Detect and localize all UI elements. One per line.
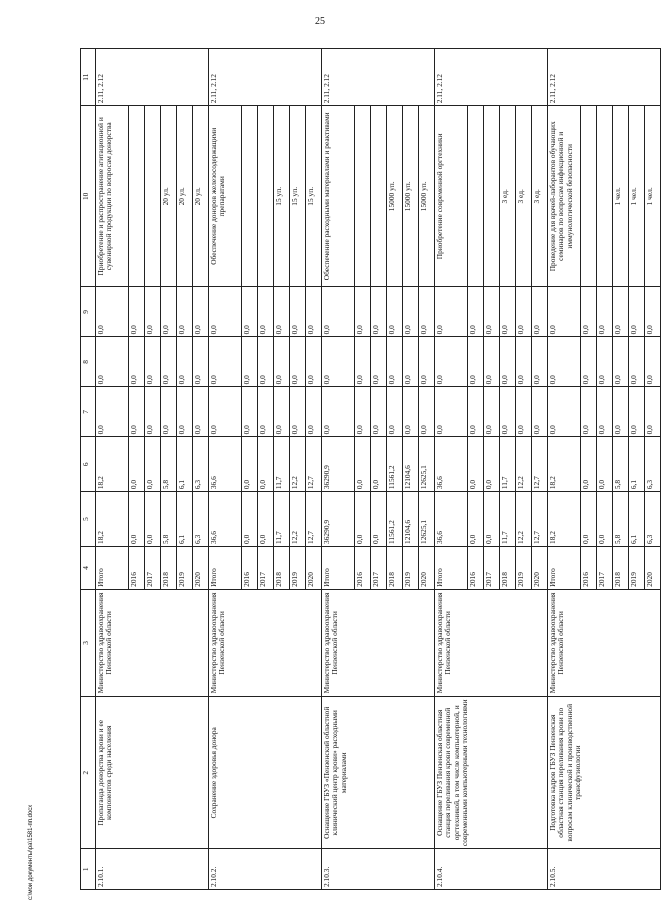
total-value: 0,0 — [322, 287, 355, 337]
indicator-value: 20 ул. — [161, 106, 177, 287]
value-cell: 0,0 — [306, 387, 322, 437]
indicator-value — [581, 106, 597, 287]
footer-file-path: c:\мои документы\ра\1581-пп.docx — [28, 804, 34, 900]
col-header: 6 — [81, 437, 96, 492]
indicator-text: Проведение для врачей-лаборантов обучающих семинаров по вопросам инфекционной и иммунологической безопасности — [548, 106, 581, 287]
total-value: 0,0 — [435, 287, 468, 337]
value-cell: 0,0 — [242, 387, 258, 437]
total-value: 36,6 — [435, 437, 468, 492]
value-cell: 0,0 — [484, 492, 500, 547]
total-value: 0,0 — [209, 287, 242, 337]
value-cell: 6,3 — [193, 492, 209, 547]
value-cell: 12104,6 — [403, 437, 419, 492]
reference: 2.11, 2.12 — [209, 49, 322, 106]
value-cell: 0,0 — [371, 387, 387, 437]
value-cell: 12,7 — [532, 437, 548, 492]
year-cell: 2020 — [645, 546, 661, 589]
total-value: 36,6 — [435, 492, 468, 547]
value-cell: 0,0 — [500, 387, 516, 437]
col-header: 9 — [81, 287, 96, 337]
value-cell: 0,0 — [516, 287, 532, 337]
value-cell: 0,0 — [258, 337, 274, 387]
value-cell: 0,0 — [129, 387, 145, 437]
value-cell: 6,3 — [645, 437, 661, 492]
value-cell: 0,0 — [387, 387, 403, 437]
total-value: 0,0 — [209, 337, 242, 387]
indicator-value — [129, 106, 145, 287]
year-cell: 2016 — [581, 546, 597, 589]
value-cell: 0,0 — [145, 287, 161, 337]
value-cell: 0,0 — [500, 287, 516, 337]
indicator-value: 15 уп. — [290, 106, 306, 287]
value-cell: 11,7 — [500, 437, 516, 492]
executor: Министерство здравоохранения Пензенской области — [96, 589, 209, 696]
value-cell: 0,0 — [597, 387, 613, 437]
executor: Министерство здравоохранения Пензенской области — [435, 589, 548, 696]
value-cell: 0,0 — [129, 337, 145, 387]
value-cell: 0,0 — [645, 337, 661, 387]
value-cell: 0,0 — [468, 387, 484, 437]
value-cell: 0,0 — [274, 387, 290, 437]
year-cell: 2019 — [629, 546, 645, 589]
value-cell: 0,0 — [242, 492, 258, 547]
value-cell: 5,8 — [161, 437, 177, 492]
value-cell: 0,0 — [145, 437, 161, 492]
executor: Министерство здравоохранения Пензенской области — [209, 589, 322, 696]
value-cell: 6,3 — [193, 437, 209, 492]
table-row — [548, 49, 581, 890]
value-cell: 12,7 — [532, 492, 548, 547]
total-value: 0,0 — [96, 337, 129, 387]
value-cell: 0,0 — [274, 287, 290, 337]
year-cell: 2016 — [468, 546, 484, 589]
total-value: 36,6 — [209, 492, 242, 547]
table-row — [209, 49, 242, 890]
measure-title: Оснащение ГБУЗ «Пензенский областной клинический центр крови» расходными материалами — [322, 697, 435, 849]
measure-title: Сохранение здоровья донора — [209, 697, 322, 849]
value-cell: 0,0 — [597, 437, 613, 492]
indicator-value: 20 ул. — [177, 106, 193, 287]
col-header: 11 — [81, 49, 96, 106]
indicator-value — [145, 106, 161, 287]
year-cell: 2020 — [193, 546, 209, 589]
value-cell: 0,0 — [290, 387, 306, 437]
indicator-text: Приобретение современной оргтехники — [435, 106, 468, 287]
indicator-value: 3 ед. — [516, 106, 532, 287]
value-cell: 0,0 — [484, 437, 500, 492]
value-cell: 11,7 — [274, 492, 290, 547]
indicator-value: 15000 уп. — [387, 106, 403, 287]
col-header: 5 — [81, 492, 96, 547]
year-cell: 2018 — [613, 546, 629, 589]
total-value: 18,2 — [548, 437, 581, 492]
indicator-value — [484, 106, 500, 287]
value-cell: 0,0 — [484, 387, 500, 437]
table-row — [96, 49, 129, 890]
value-cell: 5,8 — [613, 492, 629, 547]
value-cell: 0,0 — [387, 287, 403, 337]
indicator-value — [597, 106, 613, 287]
value-cell: 0,0 — [468, 337, 484, 387]
indicator-value: 15000 уп. — [403, 106, 419, 287]
year-cell: 2020 — [419, 546, 435, 589]
value-cell: 12,2 — [290, 492, 306, 547]
value-cell: 0,0 — [355, 337, 371, 387]
row-number: 2.10.4. — [435, 849, 548, 890]
indicator-value — [355, 106, 371, 287]
total-label: Итого — [209, 546, 242, 589]
col-header: 3 — [81, 589, 96, 696]
total-value: 36290,9 — [322, 437, 355, 492]
value-cell: 0,0 — [484, 337, 500, 387]
year-cell: 2016 — [242, 546, 258, 589]
value-cell: 0,0 — [355, 287, 371, 337]
col-header: 10 — [81, 106, 96, 287]
col-header: 4 — [81, 546, 96, 589]
table-row — [322, 49, 355, 890]
value-cell: 0,0 — [387, 337, 403, 387]
year-cell: 2016 — [355, 546, 371, 589]
year-cell: 2017 — [145, 546, 161, 589]
value-cell: 12,7 — [306, 492, 322, 547]
indicator-value: 15 уп. — [306, 106, 322, 287]
value-cell: 11561,2 — [387, 437, 403, 492]
year-cell: 2019 — [290, 546, 306, 589]
indicator-value — [468, 106, 484, 287]
value-cell: 0,0 — [629, 337, 645, 387]
value-cell: 0,0 — [290, 287, 306, 337]
value-cell: 0,0 — [403, 387, 419, 437]
indicator-text: Обеспечение доноров железосодержащими препаратами — [209, 106, 242, 287]
value-cell: 0,0 — [403, 287, 419, 337]
value-cell: 0,0 — [145, 337, 161, 387]
reference: 2.11, 2.12 — [435, 49, 548, 106]
value-cell: 0,0 — [597, 287, 613, 337]
total-value: 0,0 — [322, 337, 355, 387]
total-value: 36,6 — [209, 437, 242, 492]
reference: 2.11, 2.12 — [548, 49, 661, 106]
value-cell: 0,0 — [242, 287, 258, 337]
value-cell: 0,0 — [161, 287, 177, 337]
value-cell: 0,0 — [161, 337, 177, 387]
value-cell: 6,1 — [629, 492, 645, 547]
indicator-value: 3 ед. — [532, 106, 548, 287]
row-number: 2.10.2. — [209, 849, 322, 890]
value-cell: 0,0 — [516, 337, 532, 387]
row-number: 2.10.1. — [96, 849, 209, 890]
indicator-text: Приобретение и распространение агитационной и сувенирной продукции по вопросам донорства — [96, 106, 129, 287]
value-cell: 11561,2 — [387, 492, 403, 547]
year-cell: 2019 — [177, 546, 193, 589]
total-value: 0,0 — [435, 387, 468, 437]
total-value: 0,0 — [96, 387, 129, 437]
total-label: Итого — [548, 546, 581, 589]
value-cell: 0,0 — [581, 492, 597, 547]
indicator-value: 1 чел. — [629, 106, 645, 287]
value-cell: 11,7 — [500, 492, 516, 547]
table-wrapper — [80, 48, 654, 890]
total-value: 36290,9 — [322, 492, 355, 547]
measure-title: Подготовка кадров ГБУЗ Пензенская областная станция переливания крови по вопросам клинической и производственной трансфузиологии — [548, 697, 661, 849]
col-header: 8 — [81, 337, 96, 387]
year-cell: 2020 — [532, 546, 548, 589]
col-header: 2 — [81, 697, 96, 849]
value-cell: 0,0 — [145, 492, 161, 547]
measure-title: Оснащение ГБУЗ Пензенская областная станция переливания крови современной оргтехникой, в том числе компьютерной, и современными компьютерными технологиями — [435, 697, 548, 849]
year-cell: 2017 — [484, 546, 500, 589]
value-cell: 0,0 — [581, 387, 597, 437]
value-cell: 0,0 — [419, 387, 435, 437]
value-cell: 0,0 — [355, 437, 371, 492]
value-cell: 12,2 — [516, 492, 532, 547]
value-cell: 0,0 — [532, 387, 548, 437]
total-value: 0,0 — [209, 387, 242, 437]
year-cell: 2018 — [161, 546, 177, 589]
value-cell: 0,0 — [581, 437, 597, 492]
value-cell: 0,0 — [242, 337, 258, 387]
value-cell: 0,0 — [145, 387, 161, 437]
col-header: 7 — [81, 387, 96, 437]
value-cell: 0,0 — [161, 387, 177, 437]
total-label: Итого — [322, 546, 355, 589]
total-label: Итого — [96, 546, 129, 589]
year-cell: 2018 — [387, 546, 403, 589]
reference: 2.11, 2.12 — [96, 49, 209, 106]
value-cell: 0,0 — [629, 287, 645, 337]
value-cell: 0,0 — [371, 492, 387, 547]
value-cell: 0,0 — [613, 387, 629, 437]
value-cell: 6,1 — [629, 437, 645, 492]
value-cell: 0,0 — [613, 287, 629, 337]
total-value: 0,0 — [96, 287, 129, 337]
year-cell: 2019 — [403, 546, 419, 589]
year-cell: 2017 — [597, 546, 613, 589]
value-cell: 0,0 — [419, 287, 435, 337]
value-cell: 0,0 — [468, 437, 484, 492]
total-value: 0,0 — [322, 387, 355, 437]
value-cell: 0,0 — [177, 337, 193, 387]
value-cell: 0,0 — [290, 337, 306, 387]
value-cell: 0,0 — [306, 337, 322, 387]
indicator-value: 15000 уп. — [419, 106, 435, 287]
value-cell: 0,0 — [193, 387, 209, 437]
value-cell: 0,0 — [468, 287, 484, 337]
value-cell: 0,0 — [129, 287, 145, 337]
value-cell: 0,0 — [258, 287, 274, 337]
page-number: 25 — [315, 16, 325, 27]
value-cell: 0,0 — [129, 492, 145, 547]
value-cell: 0,0 — [597, 492, 613, 547]
program-table — [80, 48, 661, 890]
value-cell: 5,8 — [613, 437, 629, 492]
value-cell: 0,0 — [258, 437, 274, 492]
year-cell: 2018 — [500, 546, 516, 589]
year-cell: 2018 — [274, 546, 290, 589]
row-number: 2.10.3. — [322, 849, 435, 890]
measure-title: Пропаганда донорства крови и ее компонентов среди населения — [96, 697, 209, 849]
value-cell: 0,0 — [355, 492, 371, 547]
indicator-value: 1 чел. — [613, 106, 629, 287]
total-label: Итого — [435, 546, 468, 589]
value-cell: 12625,1 — [419, 492, 435, 547]
value-cell: 0,0 — [355, 387, 371, 437]
value-cell: 0,0 — [403, 337, 419, 387]
indicator-value — [242, 106, 258, 287]
header-row — [81, 49, 96, 890]
total-value: 18,2 — [548, 492, 581, 547]
value-cell: 6,1 — [177, 437, 193, 492]
value-cell: 0,0 — [581, 287, 597, 337]
value-cell: 0,0 — [581, 337, 597, 387]
total-value: 0,0 — [548, 287, 581, 337]
year-cell: 2019 — [516, 546, 532, 589]
value-cell: 0,0 — [258, 387, 274, 437]
value-cell: 12,2 — [516, 437, 532, 492]
rotated-page — [80, 48, 654, 890]
value-cell: 0,0 — [193, 337, 209, 387]
value-cell: 0,0 — [532, 337, 548, 387]
value-cell: 0,0 — [177, 287, 193, 337]
value-cell: 0,0 — [419, 337, 435, 387]
value-cell: 0,0 — [516, 387, 532, 437]
indicator-value: 3 ед. — [500, 106, 516, 287]
executor: Министерство здравоохранения Пензенской области — [548, 589, 661, 696]
total-value: 18,2 — [96, 437, 129, 492]
indicator-value: 15 уп. — [274, 106, 290, 287]
value-cell: 0,0 — [468, 492, 484, 547]
value-cell: 0,0 — [597, 337, 613, 387]
indicator-value — [371, 106, 387, 287]
value-cell: 0,0 — [371, 437, 387, 492]
value-cell: 0,0 — [258, 492, 274, 547]
value-cell: 0,0 — [532, 287, 548, 337]
indicator-value: 20 ул. — [193, 106, 209, 287]
value-cell: 0,0 — [645, 287, 661, 337]
value-cell: 12,2 — [290, 437, 306, 492]
footer-path-wrapper — [28, 790, 44, 900]
value-cell: 0,0 — [371, 287, 387, 337]
value-cell: 0,0 — [371, 337, 387, 387]
value-cell: 12104,6 — [403, 492, 419, 547]
total-value: 18,2 — [96, 492, 129, 547]
reference: 2.11, 2.12 — [322, 49, 435, 106]
value-cell: 0,0 — [645, 387, 661, 437]
indicator-value: 1 чел. — [645, 106, 661, 287]
year-cell: 2020 — [306, 546, 322, 589]
total-value: 0,0 — [548, 337, 581, 387]
value-cell: 11,7 — [274, 437, 290, 492]
value-cell: 12625,1 — [419, 437, 435, 492]
value-cell: 0,0 — [500, 337, 516, 387]
indicator-text: Обеспечение расходными материалами и реактивами — [322, 106, 355, 287]
value-cell: 0,0 — [306, 287, 322, 337]
year-cell: 2017 — [258, 546, 274, 589]
value-cell: 0,0 — [193, 287, 209, 337]
total-value: 0,0 — [435, 337, 468, 387]
table-row — [435, 49, 468, 890]
value-cell: 0,0 — [484, 287, 500, 337]
value-cell: 0,0 — [129, 437, 145, 492]
year-cell: 2016 — [129, 546, 145, 589]
indicator-value — [258, 106, 274, 287]
value-cell: 5,8 — [161, 492, 177, 547]
executor: Министерство здравоохранения Пензенской области — [322, 589, 435, 696]
value-cell: 12,7 — [306, 437, 322, 492]
year-cell: 2017 — [371, 546, 387, 589]
row-number: 2.10.5. — [548, 849, 661, 890]
value-cell: 0,0 — [274, 337, 290, 387]
value-cell: 6,1 — [177, 492, 193, 547]
value-cell: 0,0 — [629, 387, 645, 437]
value-cell: 6,3 — [645, 492, 661, 547]
total-value: 0,0 — [548, 387, 581, 437]
value-cell: 0,0 — [177, 387, 193, 437]
value-cell: 0,0 — [613, 337, 629, 387]
value-cell: 0,0 — [242, 437, 258, 492]
col-header: 1 — [81, 849, 96, 890]
